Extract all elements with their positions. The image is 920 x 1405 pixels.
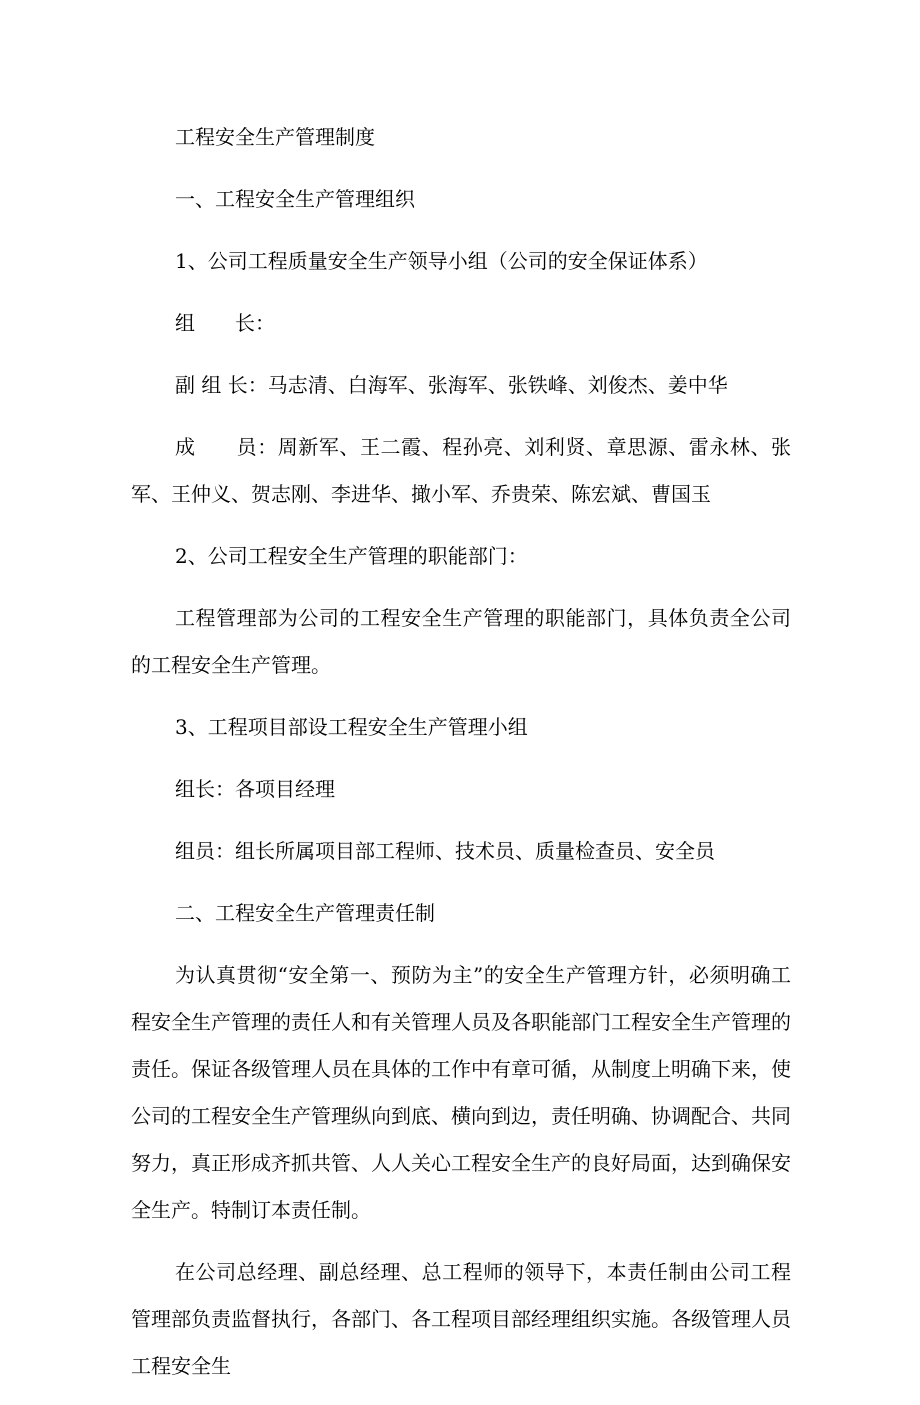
project-group-members-line: 组员：组长所属项目部工程师、技术员、质量检查员、安全员 <box>175 839 715 863</box>
section-heading-responsibility: 二、工程安全生产管理责任制 <box>175 901 435 925</box>
document-title: 工程安全生产管理制度 <box>175 125 375 149</box>
document-body <box>131 114 791 1405</box>
project-group-leader-line: 组长：各项目经理 <box>175 777 335 801</box>
subsection-leadership-group: 1、公司工程质量安全生产领导小组（公司的安全保证体系） <box>175 249 708 273</box>
subsection-functional-department: 2、公司工程安全生产管理的职能部门： <box>175 544 528 568</box>
section-heading-organization: 一、工程安全生产管理组织 <box>175 187 415 211</box>
members-paragraph: 成 员：周新军、王二霞、程孙亮、刘利贤、章思源、雷永林、张军、王仲义、贺志刚、李进华、撖小军、乔贵荣、陈宏斌、曹国玉 <box>131 435 791 506</box>
group-leader-line: 组 长： <box>175 311 275 335</box>
implementation-paragraph: 在公司总经理、副总经理、总工程师的领导下，本责任制由公司工程管理部负责监督执行，各部门、各工程项目部经理组织实施。各级管理人员工程安全生 <box>131 1260 791 1378</box>
functional-department-paragraph: 工程管理部为公司的工程安全生产管理的职能部门，具体负责全公司的工程安全生产管理。 <box>131 606 791 677</box>
subsection-project-group: 3、工程项目部设工程安全生产管理小组 <box>175 715 528 739</box>
responsibility-intro-paragraph: 为认真贯彻“安全第一、预防为主”的安全生产管理方针，必须明确工程安全生产管理的责任人和有关管理人员及各职能部门工程安全生产管理的责任。保证各级管理人员在具体的工作中有章可循，从制度上明确下来，使公司的工程安全生产管理纵向到底、横向到边，责任明确、协调配合、共同努力，真正形成齐抓共管、人人关心工程安全生产的良好局面，达到确保安全生产。特制订本责任制。 <box>131 963 791 1222</box>
deputy-leaders-line: 副 组 长：马志清、白海军、张海军、张铁峰、刘俊杰、姜中华 <box>175 373 728 397</box>
